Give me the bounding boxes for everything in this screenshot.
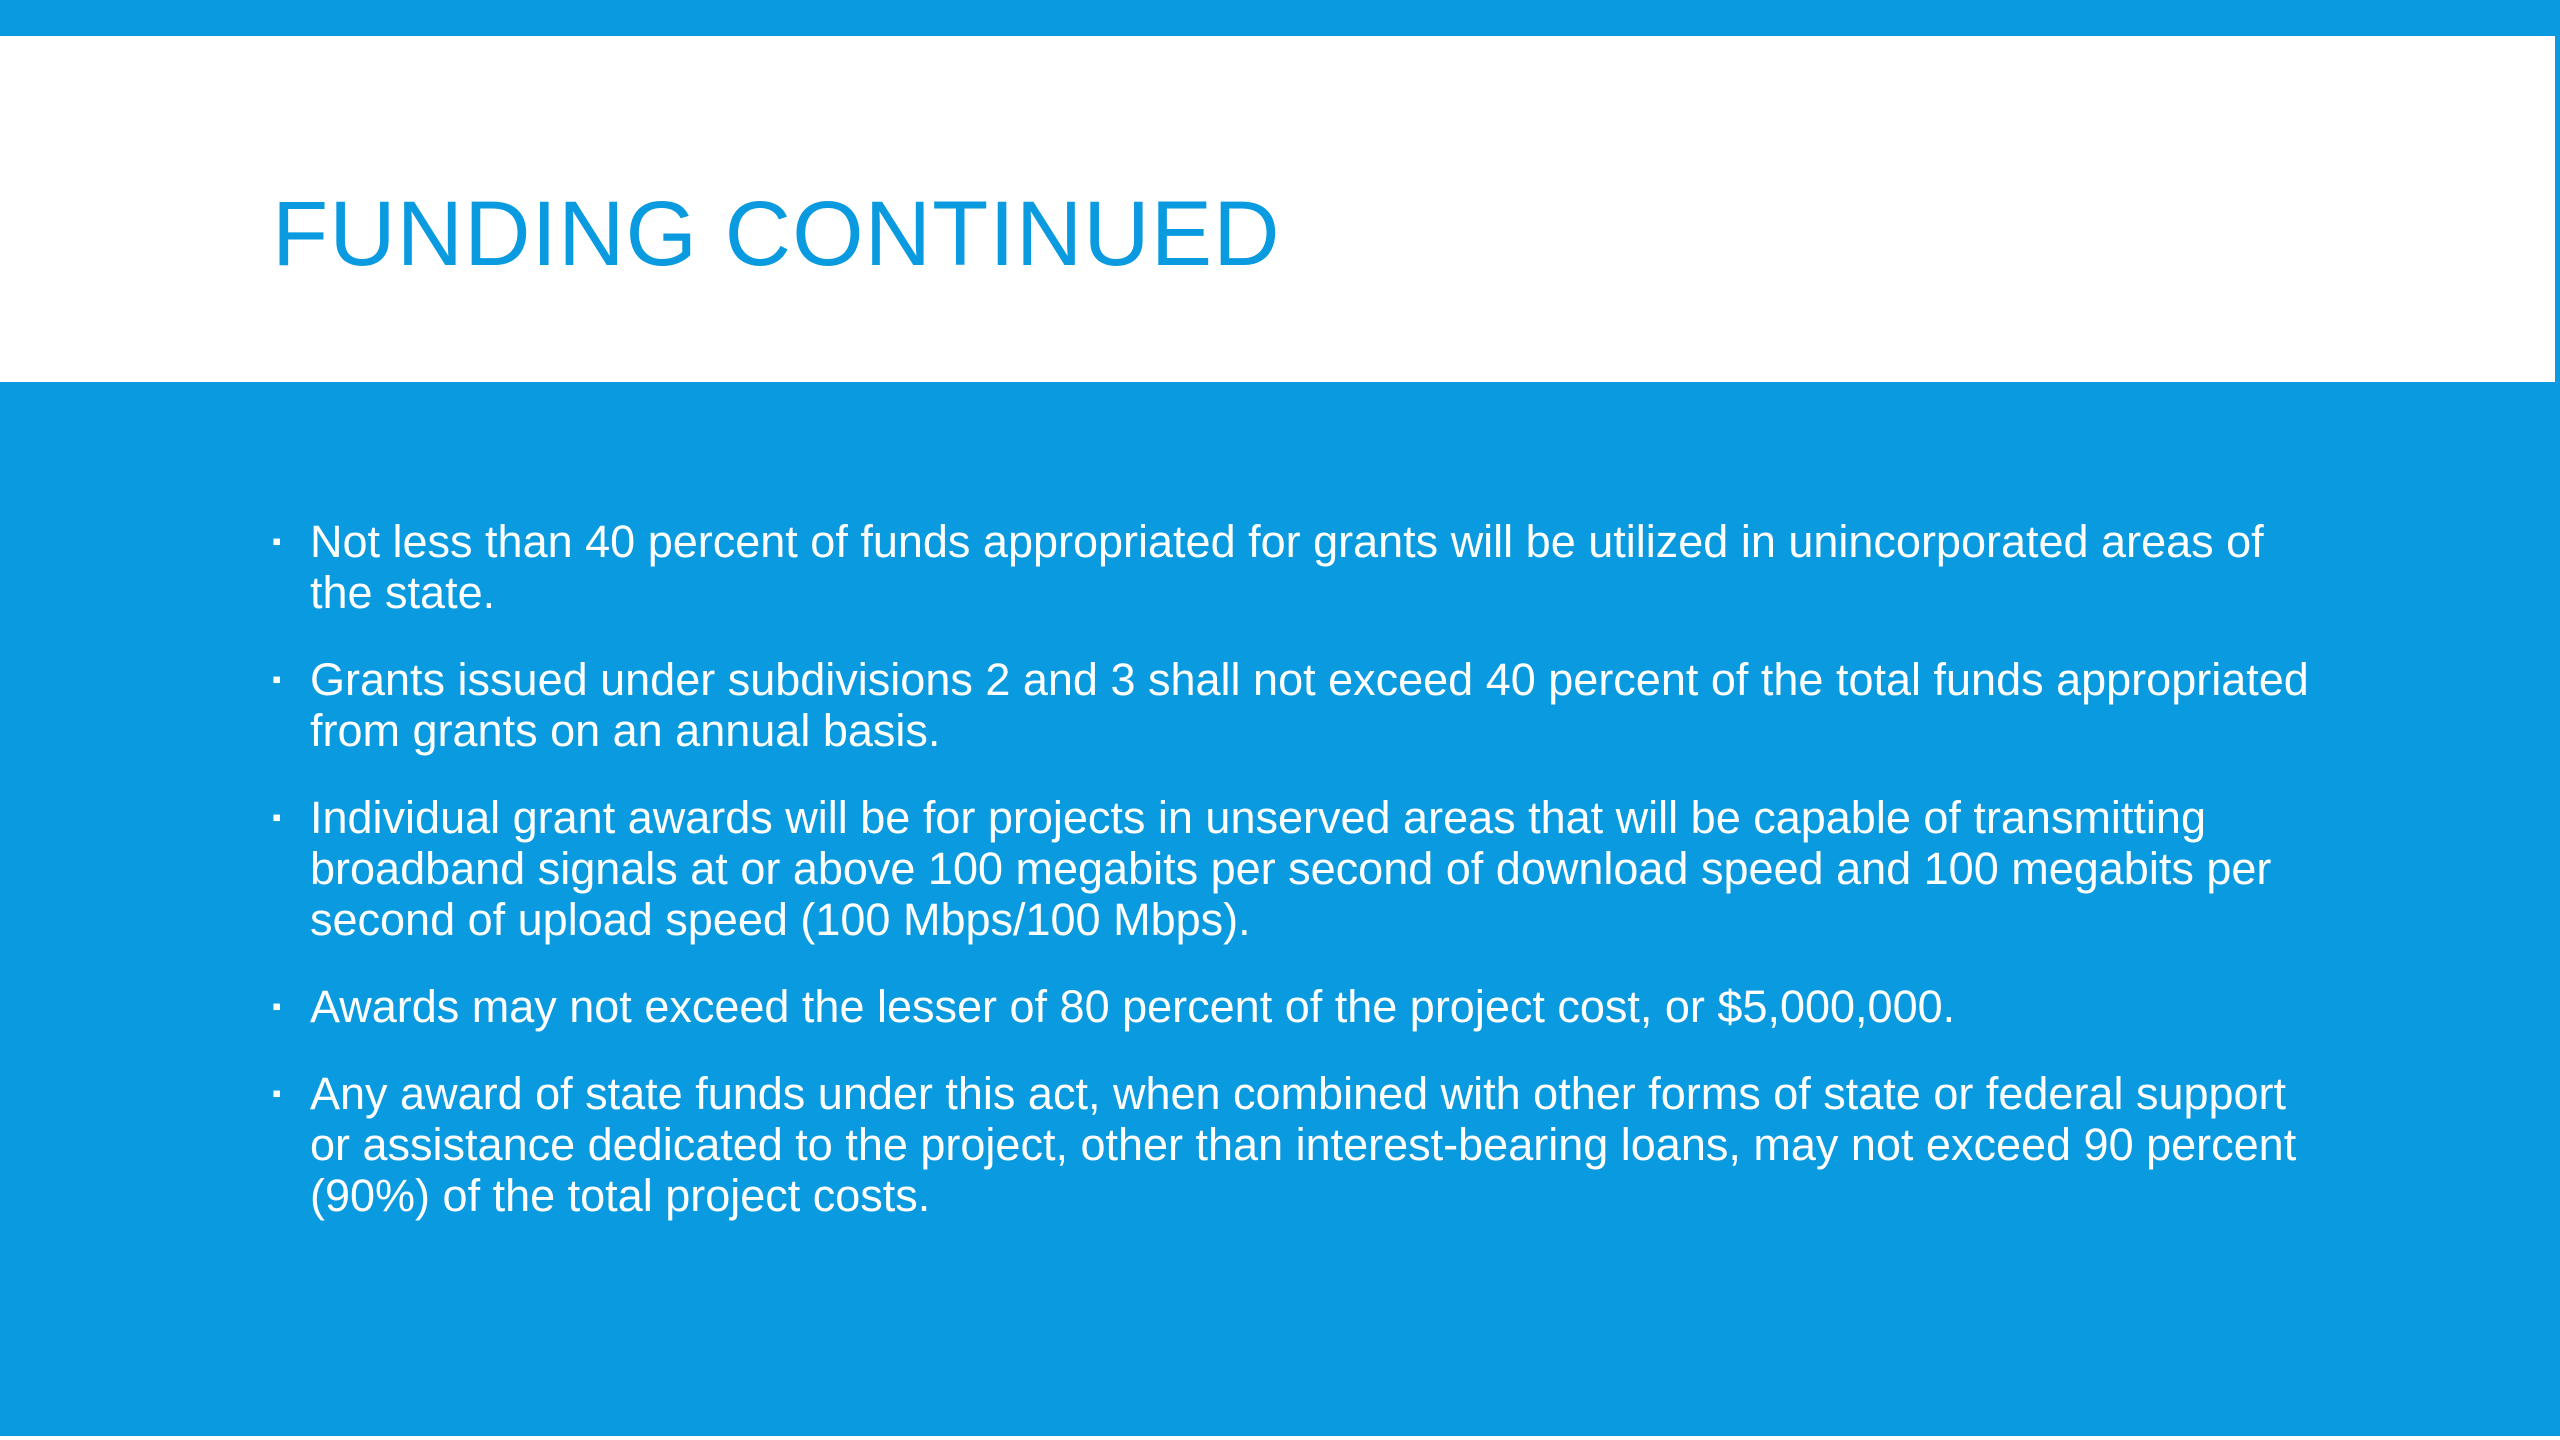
title-area [0,36,2555,382]
bullet-text: Awards may not exceed the lesser of 80 percent of the project cost, or $5,000,000. [310,981,1956,1032]
right-accent-edge [2555,36,2560,382]
bullet-item [272,981,2312,1032]
square-bullet-icon: ▪ [272,991,282,1021]
bullet-list [272,516,2312,1257]
bullet-text: Individual grant awards will be for projects in unserved areas that will be capable of transmitting broadband signals at or above 100 megabits per second of download speed and 100 megabits per second of upload speed (100 Mbps/100 Mbps). [310,792,2272,945]
top-accent-band [0,0,2560,36]
bullet-text: Any award of state funds under this act, when combined with other forms of state or federal support or assistance dedicated to the project, other than interest-bearing loans, may not exceed 90 percent (90%) of the total project costs. [310,1068,2297,1221]
square-bullet-icon: ▪ [272,802,282,832]
slide-title: FUNDING CONTINUED [272,183,1281,285]
square-bullet-icon: ▪ [272,664,282,694]
bullet-item [272,1068,2312,1221]
bullet-item [272,792,2312,945]
square-bullet-icon: ▪ [272,526,282,556]
content-area [0,382,2560,1440]
bullet-text: Not less than 40 percent of funds appropriated for grants will be utilized in unincorporated areas of the state. [310,516,2264,618]
bullet-item [272,516,2312,618]
square-bullet-icon: ▪ [272,1078,282,1108]
bottom-edge [0,1436,2560,1440]
bullet-text: Grants issued under subdivisions 2 and 3 shall not exceed 40 percent of the total funds appropriated from grants on an annual basis. [310,654,2309,756]
bullet-item [272,654,2312,756]
